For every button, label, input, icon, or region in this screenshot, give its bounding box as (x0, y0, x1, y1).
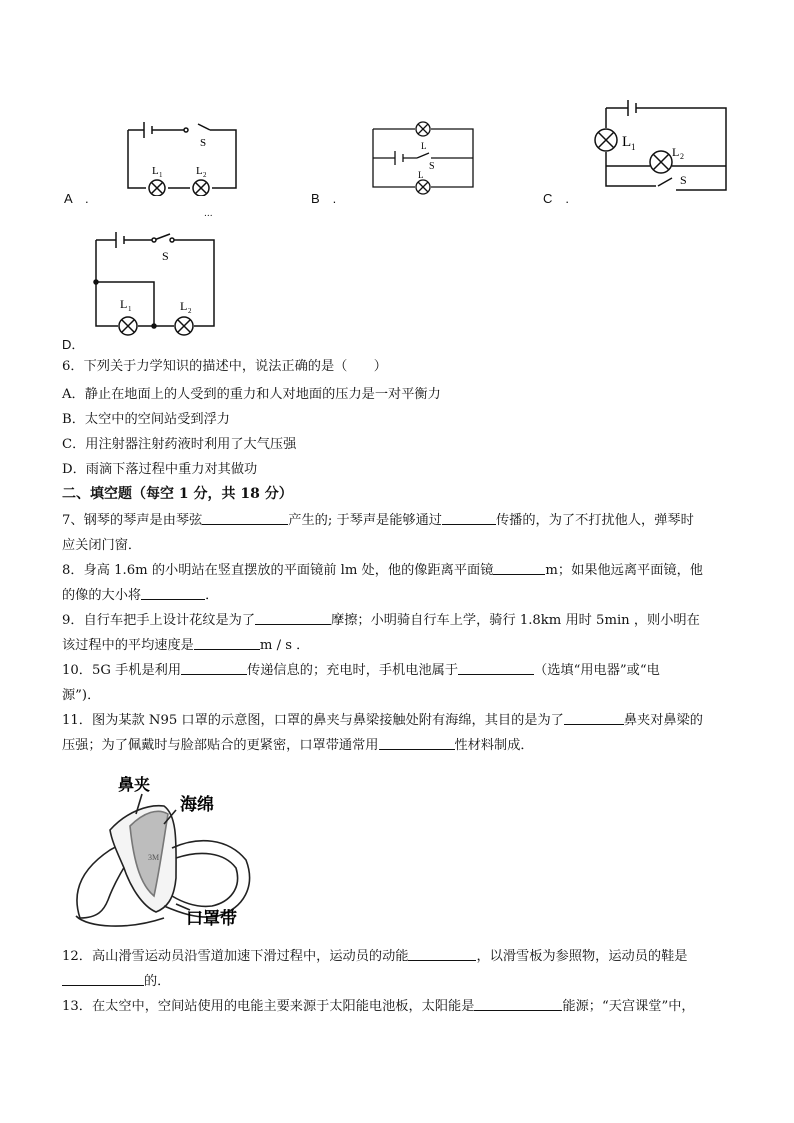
option-a-label: A . (64, 191, 89, 206)
q12-line2 (62, 973, 170, 991)
q7-text2: 产生的; 于琴声是能够通过 (288, 513, 442, 528)
circuit-c-l1-label: L (622, 134, 632, 150)
q13-line1 (62, 998, 695, 1016)
q8-text3: 的像的大小将 (62, 588, 142, 603)
q8-blank-2[interactable] (141, 587, 205, 600)
q7-line2: 应关闭门窗． (62, 538, 142, 553)
mask-brand-mark: 3M (148, 853, 160, 862)
circuit-a-diagram (120, 118, 245, 196)
q8-text1: 8．身高 1.6m 的小明站在竖直摆放的平面镜前 lm 处，他的像距离平面镜 (62, 563, 494, 578)
option-d-label: D． (62, 337, 85, 352)
circuit-d-l1-sub: 1 (128, 305, 132, 313)
mask-strap-label: 口罩带 (186, 909, 237, 928)
q9-text1: 9．自行车把手上设计花纹是为了 (62, 613, 256, 628)
q9-blank-1[interactable] (255, 612, 331, 625)
q7-text1: 7、钢琴的琴声是由琴弦 (62, 513, 203, 528)
circuit-c-l2-sub: 2 (680, 152, 684, 161)
q12-blank-1[interactable] (408, 948, 476, 961)
q8-text2: m；如果他远离平面镜，他 (545, 563, 703, 578)
mask-sponge-label: 海绵 (180, 795, 214, 814)
circuit-a-l2-label: L (196, 165, 203, 177)
q13-text2: 能源；“天宫课堂”中， (562, 999, 695, 1014)
circuit-a-l2-sub: 2 (203, 171, 207, 179)
circuit-b-switch-label: S (429, 161, 435, 172)
scan-dots: ... (204, 209, 213, 219)
q9-text4: m / s ． (259, 638, 310, 653)
q10-line2: 源”)． (62, 688, 101, 703)
q10-text1: 10．5G 手机是利用 (62, 663, 182, 678)
q7-blank-1[interactable] (202, 512, 288, 525)
q12-text3: 的． (144, 974, 171, 989)
q9-line2 (62, 637, 309, 655)
q13-text1: 13．在太空中，空间站使用的电能主要来源于太阳能电池板，太阳能是 (62, 999, 475, 1014)
circuit-d-diagram (88, 226, 218, 338)
option-b-label: B . (311, 191, 337, 206)
q9-text2: 摩擦；小明骑自行车上学，骑行 1.8km 用时 5min ，则小明在 (331, 613, 700, 628)
option-c-label: C . (543, 191, 570, 206)
q13-blank-1[interactable] (474, 998, 562, 1011)
mask-nose-clip-label: 鼻夹 (118, 777, 151, 794)
q12-blank-2[interactable] (62, 973, 144, 986)
q7-blank-2[interactable] (442, 512, 496, 525)
circuit-c-diagram (592, 98, 734, 198)
circuit-c-switch-label: S (680, 173, 687, 187)
circuit-c-l2-label: L (672, 145, 680, 159)
circuit-d-l2-sub: 2 (188, 307, 192, 315)
circuit-a-l1-sub: 1 (159, 171, 163, 179)
q6-option-c: C．用注射器注射药液时利用了大气压强 (62, 437, 297, 452)
q12-text1: 12．高山滑雪运动员沿雪道加速下滑过程中，运动员的动能 (62, 949, 409, 964)
circuit-d-l1-label: L (120, 297, 128, 311)
circuit-b-diagram (365, 115, 480, 200)
q7-line1 (62, 512, 694, 530)
q10-blank-1[interactable] (181, 662, 247, 675)
q11-line2 (62, 737, 534, 755)
section-2-heading: 二、填空题（每空 1 分，共 18 分） (62, 486, 293, 502)
q6-option-d: D．雨滴下落过程中重力对其做功 (62, 462, 258, 477)
q11-line1 (62, 712, 703, 730)
q10-text2: 传递信息的；充电时，手机电池属于 (247, 663, 459, 678)
q8-blank-1[interactable] (493, 562, 545, 575)
q11-text4: 性材料制成． (454, 738, 534, 753)
q11-text3: 压强；为了佩戴时与脸部贴合的更紧密，口罩带通常用 (62, 738, 379, 753)
circuit-d-switch-label: S (162, 249, 169, 263)
q8-line2 (62, 587, 218, 605)
n95-mask-figure (68, 768, 258, 936)
q9-text3: 该过程中的平均速度是 (62, 638, 194, 653)
circuit-c-l1-sub: 1 (631, 142, 636, 152)
q7-text3: 传播的，为了不打扰他人，弹琴时 (495, 513, 694, 528)
circuit-a-l1-label: L (152, 165, 159, 177)
q11-blank-2[interactable] (379, 737, 455, 750)
q11-text1: 11．图为某款 N95 口罩的示意图，口罩的鼻夹与鼻梁接触处附有海绵，其目的是为了 (62, 713, 564, 728)
q8-line1 (62, 562, 703, 580)
q6-option-b: B．太空中的空间站受到浮力 (62, 412, 230, 427)
q6-stem: 6．下列关于力学知识的描述中，说法正确的是（ ） (62, 359, 387, 374)
q6-option-a: A．静止在地面上的人受到的重力和人对地面的压力是一对平衡力 (62, 387, 441, 402)
circuit-b-l1-label: L (421, 141, 427, 151)
q9-blank-2[interactable] (194, 637, 260, 650)
q10-line1 (62, 662, 660, 680)
q11-text2: 鼻夹对鼻梁的 (623, 713, 703, 728)
circuit-d-l2-label: L (180, 299, 188, 313)
q12-line1 (62, 948, 687, 966)
q10-blank-2[interactable] (458, 662, 534, 675)
circuit-a-switch-label: S (200, 137, 207, 149)
circuit-b-l2-label: L (418, 170, 424, 180)
q10-text3: （选填“用电器”或“电 (534, 663, 660, 678)
q8-text4: ． (205, 588, 219, 603)
q11-blank-1[interactable] (564, 712, 624, 725)
q9-line1 (62, 612, 700, 630)
q12-text2: ，以滑雪板为参照物，运动员的鞋是 (476, 949, 688, 964)
